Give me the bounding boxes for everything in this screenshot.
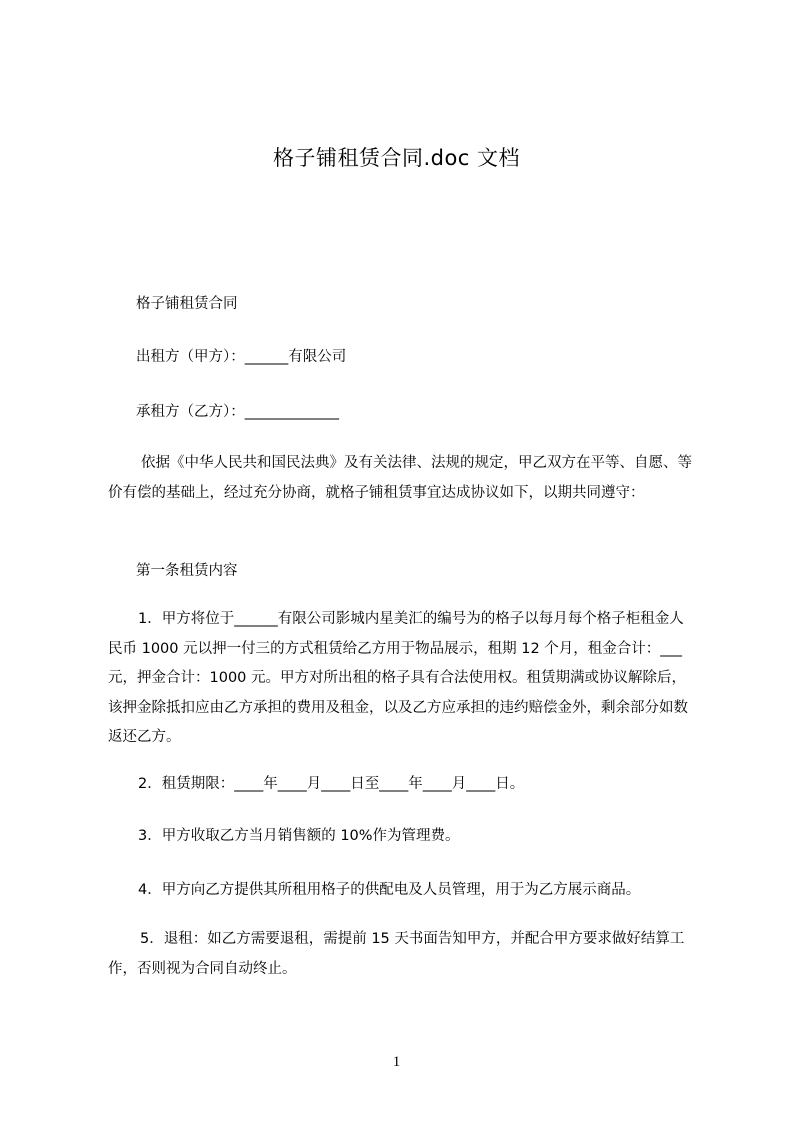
clause-2: 2．租赁期限：____年____月____日至____年____月____日。 — [138, 776, 525, 792]
clause-5: 5．退租：如乙方需要退租，需提前 15 天书面告知甲方，并配合甲方要求做好结算工作，否则视为合同自动终止。 — [108, 931, 685, 977]
contract-heading: 格子铺租赁合同 — [136, 296, 238, 312]
clause-4: 4．甲方向乙方提供其所租用格子的供配电及人员管理，用于为乙方展示商品。 — [138, 882, 641, 898]
document-title: 格子铺租赁合同.doc 文档 — [272, 146, 521, 170]
clause-1: 1．甲方将位于______有限公司影城内星美汇的编号为的格子以每月每个格子柜租金人民币 1000 元以押一付三的方式租赁给乙方用于物品展示，租期 12 个月，租金合计：___元，押金合计：1000 元。甲方对所出租的格子具有合法使用权。租赁期满或协议解除后，该押金除抵扣应由乙方承担的费用及租金，以及乙方应承担的违约赔偿金外，剩余部分如数返还乙方。 — [108, 611, 688, 745]
article-1-title: 第一条租赁内容 — [136, 563, 238, 579]
preamble-paragraph: 依据《中华人民共和国民法典》及有关法律、法规的规定，甲乙双方在平等、自愿、等价有偿的基础上，经过充分协商，就格子铺租赁事宜达成协议如下，以期共同遵守： — [108, 455, 692, 501]
clause-3: 3．甲方收取乙方当月销售额的 10%作为管理费。 — [138, 828, 460, 844]
lessee-line: 承租方（乙方）：_____________ — [136, 404, 339, 420]
lessor-line: 出租方（甲方）：______有限公司 — [136, 349, 347, 365]
page-number: 1 — [392, 1054, 401, 1070]
